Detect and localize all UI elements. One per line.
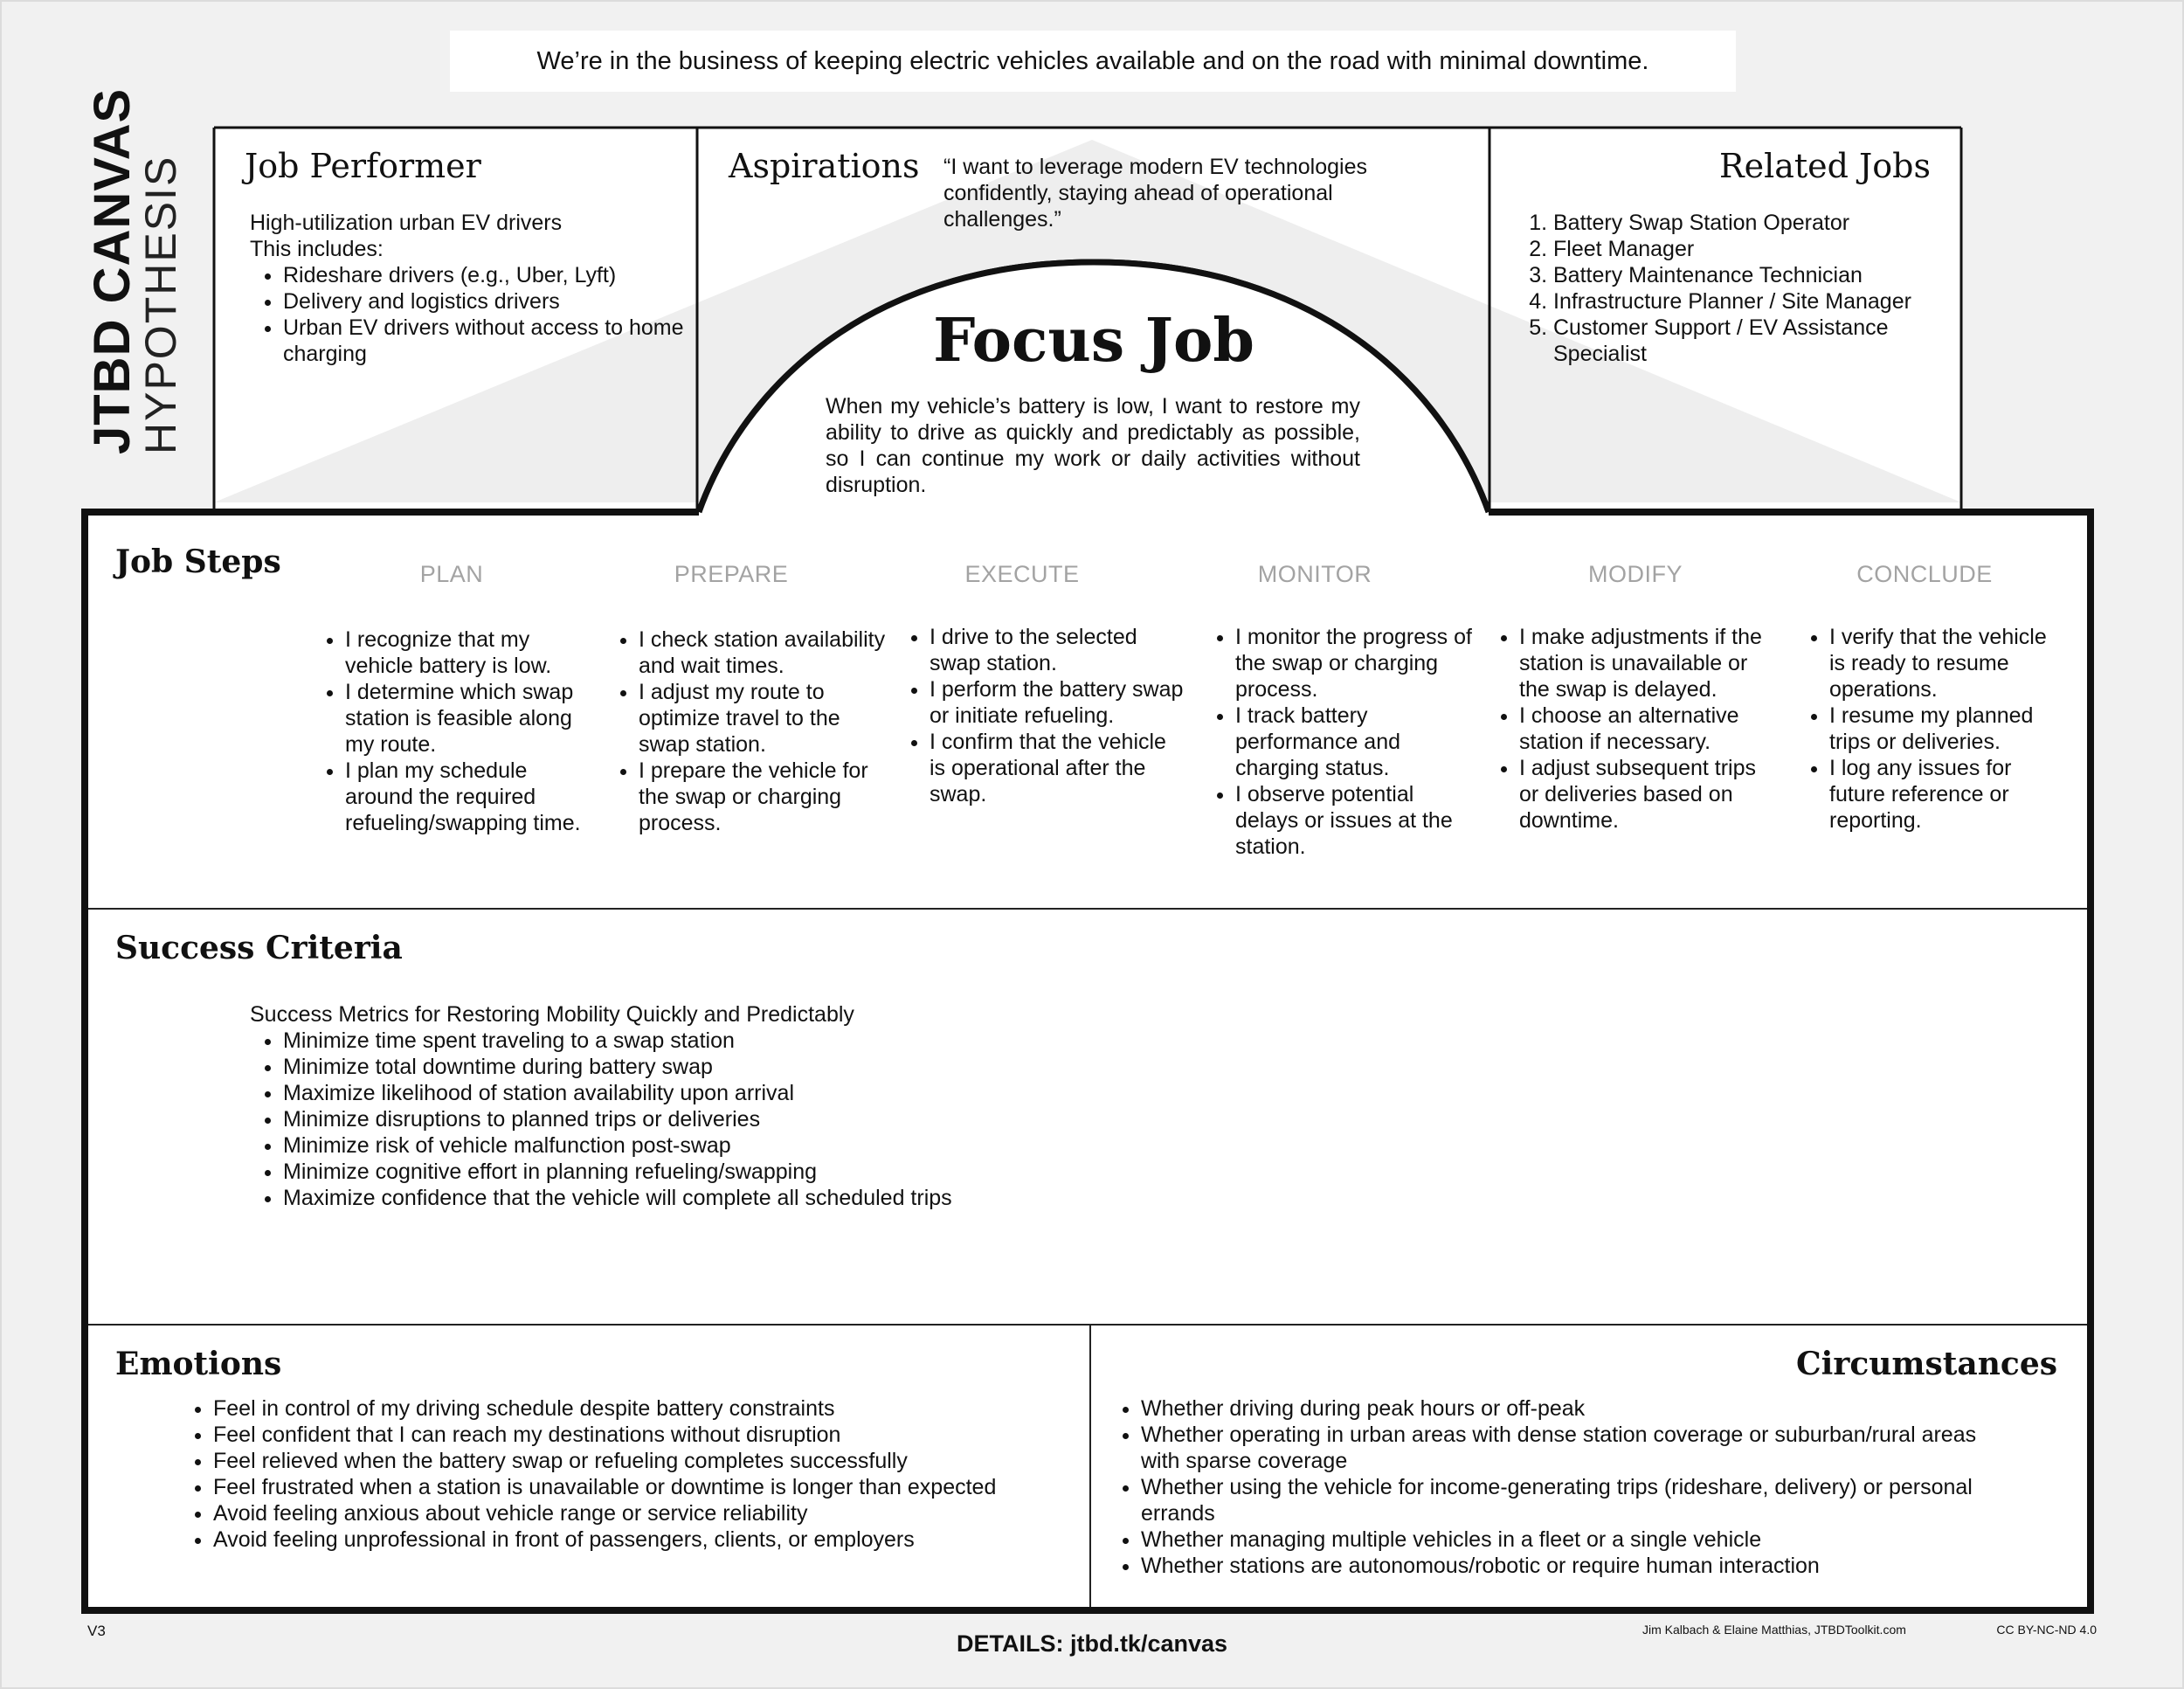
list-item: • I plan my schedule around the required refueling/swapping time. <box>345 758 591 836</box>
step-list-prepare <box>605 626 894 836</box>
list-item: • Minimize risk of vehicle malfunction post-swap <box>283 1132 1473 1159</box>
list-item: 3. Battery Maintenance Technician <box>1553 262 1939 288</box>
step-list-modify <box>1486 624 1766 834</box>
list-item: • Feel frustrated when a station is unavailable or downtime is longer than expected <box>213 1474 1089 1500</box>
aspirations-quote: “I want to leverage modern EV technologies confidently, staying ahead of operational challenges.” <box>943 155 1367 232</box>
list-item: • I drive to the selected swap station. <box>930 624 1185 676</box>
related-jobs-heading: Related Jobs <box>1718 147 1931 185</box>
related-jobs-content <box>1520 210 1939 367</box>
list-item: • I observe potential delays or issues at the station. <box>1235 781 1473 860</box>
list-item: • I adjust my route to optimize travel to the swap station. <box>639 679 894 758</box>
list-item: • I determine which swap station is feasible along my route. <box>345 679 591 758</box>
list-item: • I track battery performance and charging status. <box>1235 703 1473 781</box>
step-title-plan: PLAN <box>419 561 484 587</box>
list-item: • Minimize disruptions to planned trips or deliveries <box>283 1106 1473 1132</box>
job-steps-heading: Job Steps <box>115 543 281 580</box>
list-item: 4. Infrastructure Planner / Site Manager <box>1553 288 1939 315</box>
canvas-title <box>83 87 197 454</box>
list-item: • Whether managing multiple vehicles in a fleet or a single vehicle <box>1141 1526 1999 1553</box>
step-title-monitor: MONITOR <box>1257 561 1372 587</box>
list-item: • I check station availability and wait times. <box>639 626 894 679</box>
list-item: 5. Customer Support / EV Assistance Specialist <box>1553 315 1939 367</box>
emotions-heading: Emotions <box>115 1346 282 1382</box>
list-item: • Feel confident that I can reach my destinations without disruption <box>213 1422 1089 1448</box>
list-item: • Maximize likelihood of station availability upon arrival <box>283 1080 1473 1106</box>
job-performer-heading: Job Performer <box>245 147 481 185</box>
canvas-title-main: JTBD CANVAS <box>84 87 141 454</box>
circumstances-heading: Circumstances <box>1796 1346 2057 1382</box>
list-item: • I verify that the vehicle is ready to resume operations. <box>1829 624 2058 703</box>
step-list-monitor <box>1202 624 1473 860</box>
success-criteria-intro: Success Metrics for Restoring Mobility Quickly and Predictably <box>250 1002 854 1027</box>
related-jobs-list <box>1520 210 1939 367</box>
list-item: • Maximize confidence that the vehicle will complete all scheduled trips <box>283 1185 1473 1211</box>
list-item: • I resume my planned trips or deliveries. <box>1829 703 2058 755</box>
list-item: • Minimize cognitive effort in planning refueling/swapping <box>283 1159 1473 1185</box>
circumstances-list <box>1108 1395 1999 1579</box>
authors-credit: Jim Kalbach & Elaine Matthias, JTBDToolkit.com <box>1642 1623 1906 1637</box>
job-performer-line: High-utilization urban EV drivers <box>250 211 563 235</box>
list-item: • I adjust subsequent trips or deliveries based on downtime. <box>1519 755 1766 834</box>
emotions-list <box>180 1395 1089 1553</box>
list-item: • I monitor the progress of the swap or charging process. <box>1235 624 1473 703</box>
list-item: • I recognize that my vehicle battery is low. <box>345 626 591 679</box>
focus-job-statement: When my vehicle’s battery is low, I want to restore my ability to drive as quickly and predictably as possible, so I can continue my work or daily activities without disruption. <box>826 394 1360 497</box>
list-item: • Whether stations are autonomous/robotic or require human interaction <box>1141 1553 1999 1579</box>
emotions-content <box>180 1395 1089 1553</box>
list-item: • Whether driving during peak hours or off-peak <box>1141 1395 1999 1422</box>
circumstances-content <box>1108 1395 1999 1579</box>
list-item: • I prepare the vehicle for the swap or charging process. <box>639 758 894 836</box>
step-title-modify: MODIFY <box>1588 561 1683 587</box>
list-item: • Rideshare drivers (e.g., Uber, Lyft) <box>283 262 687 288</box>
list-item: • Whether using the vehicle for income-generating trips (rideshare, delivery) or personal errands <box>1141 1474 1999 1526</box>
list-item: • Avoid feeling anxious about vehicle range or service reliability <box>213 1500 1089 1526</box>
list-item: • Minimize time spent traveling to a swap station <box>283 1028 1473 1054</box>
version-label: V3 <box>87 1623 106 1639</box>
focus-job-heading: Focus Job <box>933 306 1254 376</box>
list-item: • Delivery and logistics drivers <box>283 288 687 315</box>
step-list-plan <box>312 626 591 836</box>
success-criteria-list <box>250 1028 1473 1211</box>
list-item: • Urban EV drivers without access to home charging <box>283 315 687 367</box>
list-item: 2. Fleet Manager <box>1553 236 1939 262</box>
job-performer-content <box>250 210 687 367</box>
list-item: • Avoid feeling unprofessional in front of passengers, clients, or employers <box>213 1526 1089 1553</box>
list-item: • I log any issues for future reference or reporting. <box>1829 755 2058 834</box>
step-title-prepare: PREPARE <box>674 561 789 587</box>
list-item: • I make adjustments if the station is unavailable or the swap is delayed. <box>1519 624 1766 703</box>
job-performer-list <box>250 262 687 367</box>
step-title-conclude: CONCLUDE <box>1856 561 1993 587</box>
aspirations-heading: Aspirations <box>729 147 920 185</box>
list-item: • Feel relieved when the battery swap or refueling completes successfully <box>213 1448 1089 1474</box>
details-link[interactable]: DETAILS: jtbd.tk/canvas <box>956 1630 1228 1657</box>
list-item: 1. Battery Swap Station Operator <box>1553 210 1939 236</box>
license-label: CC BY-NC-ND 4.0 <box>1996 1623 2097 1637</box>
mission-statement: We’re in the business of keeping electric vehicles available and on the road with minimal downtime. <box>450 31 1736 92</box>
list-item: • I confirm that the vehicle is operational after the swap. <box>930 729 1185 807</box>
success-criteria-heading: Success Criteria <box>115 930 403 966</box>
canvas-title-sub: HYPOTHESIS <box>136 155 185 454</box>
list-item: • I perform the battery swap or initiate refueling. <box>930 676 1185 729</box>
success-criteria-content <box>250 1001 1473 1211</box>
step-list-execute <box>896 624 1185 807</box>
list-item: • Feel in control of my driving schedule despite battery constraints <box>213 1395 1089 1422</box>
list-item: • I choose an alternative station if necessary. <box>1519 703 1766 755</box>
list-item: • Whether operating in urban areas with dense station coverage or suburban/rural areas with sparse coverage <box>1141 1422 1999 1474</box>
list-item: • Minimize total downtime during battery swap <box>283 1054 1473 1080</box>
step-title-execute: EXECUTE <box>964 561 1080 587</box>
job-performer-line: This includes: <box>250 237 384 261</box>
step-list-conclude <box>1796 624 2058 834</box>
